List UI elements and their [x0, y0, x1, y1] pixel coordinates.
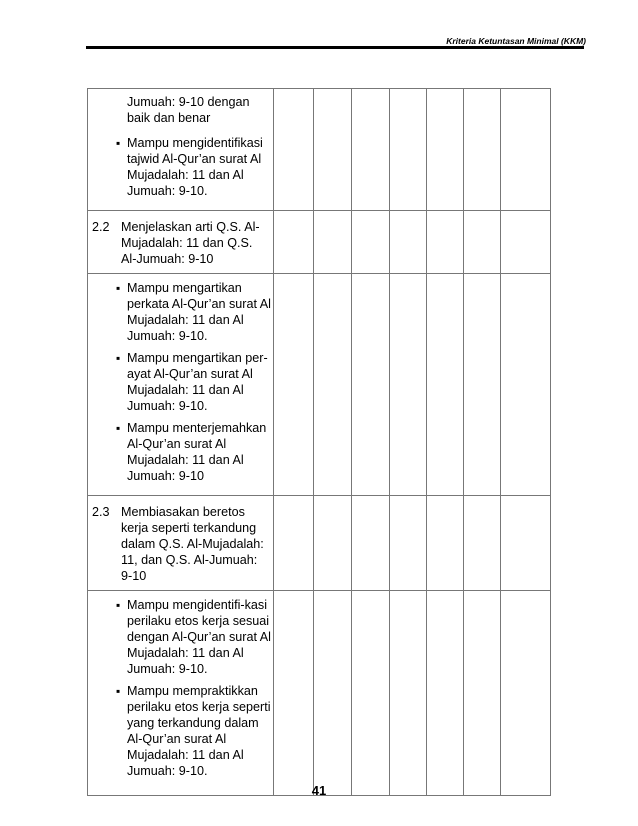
list-item: ▪ Mampu mengartikan perkata Al-Qur’an surat Al Mujadalah: 11 dan Al Jumuah: 9-10.: [114, 280, 271, 344]
header-rule: [86, 46, 584, 49]
score-cell: [501, 89, 551, 211]
score-cell: [352, 496, 390, 591]
table-row: [88, 211, 551, 274]
score-cell: [501, 274, 551, 496]
score-cell: [390, 89, 427, 211]
score-cell: [352, 89, 390, 211]
score-cell: [427, 496, 464, 591]
score-cell: [501, 496, 551, 591]
score-cell: [274, 89, 314, 211]
kkm-table: [87, 88, 551, 796]
competency-cell: [88, 211, 274, 274]
score-cell: [390, 274, 427, 496]
table-row: [88, 496, 551, 591]
score-cell: [314, 274, 352, 496]
indicator-cell: [88, 274, 274, 496]
score-cell: [427, 591, 464, 796]
score-cell: [274, 496, 314, 591]
score-cell: [427, 274, 464, 496]
competency-cell: [88, 496, 274, 591]
table-row: [88, 591, 551, 796]
score-cell: [314, 89, 352, 211]
score-cell: [464, 211, 501, 274]
score-cell: [314, 591, 352, 796]
score-cell: [427, 89, 464, 211]
score-cell: [501, 591, 551, 796]
list-item: ▪ Mampu mengartikan per-ayat Al-Qur’an surat Al Mujadalah: 11 dan Al Jumuah: 9-10.: [114, 350, 271, 414]
list-item: ▪ Mampu menterjemahkan Al-Qur’an surat Al Mujadalah: 11 dan Al Jumuah: 9-10: [114, 420, 271, 484]
indicator-cell: [88, 591, 274, 796]
table-row: [88, 89, 551, 211]
score-cell: [427, 211, 464, 274]
running-header: Kriteria Ketuntasan Minimal (KKM): [446, 36, 586, 46]
score-cell: [464, 496, 501, 591]
score-cell: [464, 274, 501, 496]
list-item: ▪ Mampu mempraktikkan perilaku etos kerja seperti yang terkandung dalam Al-Qur’an surat Al Mujadalah: 11 dan Al Jumuah: 9-10.: [114, 683, 271, 779]
score-cell: [314, 496, 352, 591]
score-cell: [274, 211, 314, 274]
list-item: ▪ Mampu mengidentifi-kasi perilaku etos kerja sesuai dengan Al-Qur’an surat Al Mujadalah: 11 dan Al Jumuah: 9-10.: [114, 597, 271, 677]
score-cell: [390, 211, 427, 274]
score-cell: [464, 591, 501, 796]
competency-text: Menjelaskan arti Q.S. Al-Mujadalah: 11 dan Q.S. Al-Jumuah: 9-10: [121, 220, 260, 266]
competency-text: Membiasakan beretos kerja seperti terkandung dalam Q.S. Al-Mujadalah: 11, dan Q.S. Al-Jumuah: 9-10: [121, 505, 264, 583]
score-cell: [390, 496, 427, 591]
page-number: 41: [311, 783, 327, 798]
score-cell: [274, 274, 314, 496]
score-cell: [352, 211, 390, 274]
continued-text: Jumuah: 9-10 dengan baik dan benar: [127, 95, 250, 125]
score-cell: [274, 591, 314, 796]
score-cell: [314, 211, 352, 274]
score-cell: [352, 274, 390, 496]
table-row: [88, 274, 551, 496]
list-item: ▪ Mampu mengidentifikasi tajwid Al-Qur’an surat Al Mujadalah: 11 dan Al Jumuah: 9-10.: [114, 135, 271, 199]
indicator-cell: [88, 89, 274, 211]
score-cell: [464, 89, 501, 211]
competency-number: 2.2: [92, 220, 110, 234]
score-cell: [352, 591, 390, 796]
competency-number: 2.3: [92, 505, 110, 519]
score-cell: [390, 591, 427, 796]
score-cell: [501, 211, 551, 274]
